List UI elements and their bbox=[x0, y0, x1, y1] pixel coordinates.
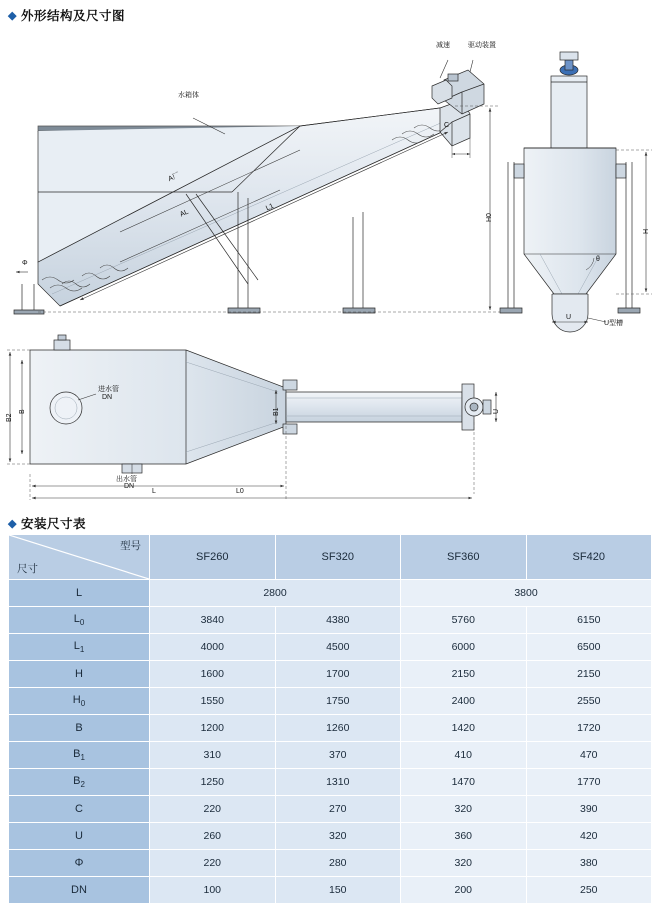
row-label-C: C bbox=[9, 796, 150, 823]
label-reducer: 减速 bbox=[436, 42, 450, 49]
table-corner-header bbox=[9, 535, 150, 580]
cell-L0-3: 6150 bbox=[526, 607, 652, 634]
label-water-tank: 水箱体 bbox=[178, 92, 199, 99]
table-row bbox=[9, 823, 652, 850]
row-label-B1: $B_1$ bbox=[9, 742, 150, 769]
section-title-table bbox=[8, 514, 86, 532]
drawing-svg bbox=[0, 22, 660, 512]
cell-L1-1: 4500 bbox=[275, 634, 401, 661]
cell-B-3: 1720 bbox=[526, 715, 652, 742]
label-outlet-pipe: 出水管 bbox=[116, 476, 137, 483]
cell-phi-0: 220 bbox=[150, 850, 276, 877]
cell-B2-0: 1250 bbox=[150, 769, 276, 796]
table-row bbox=[9, 769, 652, 796]
column-header-1: SF320 bbox=[275, 535, 401, 580]
cell-U-3: 420 bbox=[526, 823, 652, 850]
cell-L0-0: 3840 bbox=[150, 607, 276, 634]
cell-DN-3: 250 bbox=[526, 877, 652, 904]
cell-C-2: 320 bbox=[401, 796, 527, 823]
table-header-row bbox=[9, 535, 652, 580]
table-row bbox=[9, 688, 652, 715]
cell-H-0: 1600 bbox=[150, 661, 276, 688]
cell-DN-0: 100 bbox=[150, 877, 276, 904]
row-label-L1: $L_1$ bbox=[9, 634, 150, 661]
cell-L0-1: 4380 bbox=[275, 607, 401, 634]
corner-size-label: 尺寸 bbox=[17, 563, 38, 575]
label-inlet-pipe: 进水管 bbox=[98, 386, 119, 393]
cell-B-0: 1200 bbox=[150, 715, 276, 742]
row-label-L0: $L_0$ bbox=[9, 607, 150, 634]
structure-title-text: 外形结构及尺寸图 bbox=[20, 9, 125, 23]
cell-B-2: 1420 bbox=[401, 715, 527, 742]
label-b1: B1 bbox=[273, 407, 280, 416]
cell-C-0: 220 bbox=[150, 796, 276, 823]
column-header-0: SF260 bbox=[150, 535, 276, 580]
column-header-2: SF360 bbox=[401, 535, 527, 580]
row-label-H: H bbox=[9, 661, 150, 688]
cell-DN-2: 200 bbox=[401, 877, 527, 904]
label-u-bracket: U型槽 bbox=[604, 320, 624, 327]
cell-L1-2: 6000 bbox=[401, 634, 527, 661]
cell-phi-2: 320 bbox=[401, 850, 527, 877]
cell-L0-2: 5760 bbox=[401, 607, 527, 634]
cell-L1-0: 4000 bbox=[150, 634, 276, 661]
cell-H0-1: 1750 bbox=[275, 688, 401, 715]
label-u-bottom: U bbox=[566, 314, 572, 321]
table-row bbox=[9, 607, 652, 634]
cell-H0-2: 2400 bbox=[401, 688, 527, 715]
cell-U-0: 260 bbox=[150, 823, 276, 850]
label-u-mid: U bbox=[493, 408, 500, 414]
row-label-B: B bbox=[9, 715, 150, 742]
cell-B1-1: 370 bbox=[275, 742, 401, 769]
cell-B2-3: 1770 bbox=[526, 769, 652, 796]
cell-H0-0: 1550 bbox=[150, 688, 276, 715]
cell-B2-2: 1470 bbox=[401, 769, 527, 796]
technical-drawing bbox=[0, 22, 660, 512]
table-row bbox=[9, 850, 652, 877]
column-header-3: SF420 bbox=[526, 535, 652, 580]
table-row bbox=[9, 715, 652, 742]
table-row bbox=[9, 634, 652, 661]
label-c: C bbox=[444, 122, 450, 129]
row-label-B2: $B_2$ bbox=[9, 769, 150, 796]
diamond-bullet-icon-2: ◆ bbox=[8, 518, 17, 530]
cell-B1-0: 310 bbox=[150, 742, 276, 769]
cell-L-span-1: 2800 bbox=[150, 580, 401, 607]
row-label-H0: $H_0$ bbox=[9, 688, 150, 715]
label-a-lower: AL bbox=[178, 208, 190, 219]
table-row bbox=[9, 580, 652, 607]
label-l: L bbox=[152, 488, 156, 495]
row-label-U: U bbox=[9, 823, 150, 850]
cell-phi-3: 380 bbox=[526, 850, 652, 877]
table-title-text: 安装尺寸表 bbox=[20, 517, 86, 531]
row-label-DN: DN bbox=[9, 877, 150, 904]
cell-L-span-2: 3800 bbox=[401, 580, 652, 607]
label-phi: Φ bbox=[22, 260, 28, 267]
cell-C-1: 270 bbox=[275, 796, 401, 823]
row-label-phi: Φ bbox=[9, 850, 150, 877]
cell-B1-2: 410 bbox=[401, 742, 527, 769]
corner-model-label: 型号 bbox=[120, 540, 141, 552]
label-b: B bbox=[19, 409, 26, 414]
cell-B-1: 1260 bbox=[275, 715, 401, 742]
label-b2: B2 bbox=[6, 413, 13, 422]
row-label-L: L bbox=[9, 580, 150, 607]
label-inlet-dn: DN bbox=[102, 394, 113, 401]
installation-dimension-table bbox=[8, 534, 652, 904]
label-theta: θ bbox=[596, 256, 600, 263]
cell-U-2: 360 bbox=[401, 823, 527, 850]
cell-U-1: 320 bbox=[275, 823, 401, 850]
label-l1: L1 bbox=[264, 202, 275, 213]
cell-phi-1: 280 bbox=[275, 850, 401, 877]
label-h0: H0 bbox=[486, 213, 493, 222]
cell-H-3: 2150 bbox=[526, 661, 652, 688]
label-l0: L0 bbox=[236, 488, 244, 495]
cell-H-2: 2150 bbox=[401, 661, 527, 688]
label-a-upper: A厂 bbox=[167, 171, 181, 184]
label-outlet-dn: DN bbox=[124, 483, 135, 490]
cell-H-1: 1700 bbox=[275, 661, 401, 688]
cell-B1-3: 470 bbox=[526, 742, 652, 769]
label-drive-unit: 驱动装置 bbox=[468, 42, 496, 49]
cell-DN-1: 150 bbox=[275, 877, 401, 904]
cell-B2-1: 1310 bbox=[275, 769, 401, 796]
diamond-bullet-icon: ◆ bbox=[8, 10, 17, 22]
cell-H0-3: 2550 bbox=[526, 688, 652, 715]
table-row bbox=[9, 661, 652, 688]
cell-L1-3: 6500 bbox=[526, 634, 652, 661]
table-row bbox=[9, 742, 652, 769]
cell-C-3: 390 bbox=[526, 796, 652, 823]
table-row bbox=[9, 796, 652, 823]
label-h: H bbox=[643, 228, 650, 234]
table-row bbox=[9, 877, 652, 904]
